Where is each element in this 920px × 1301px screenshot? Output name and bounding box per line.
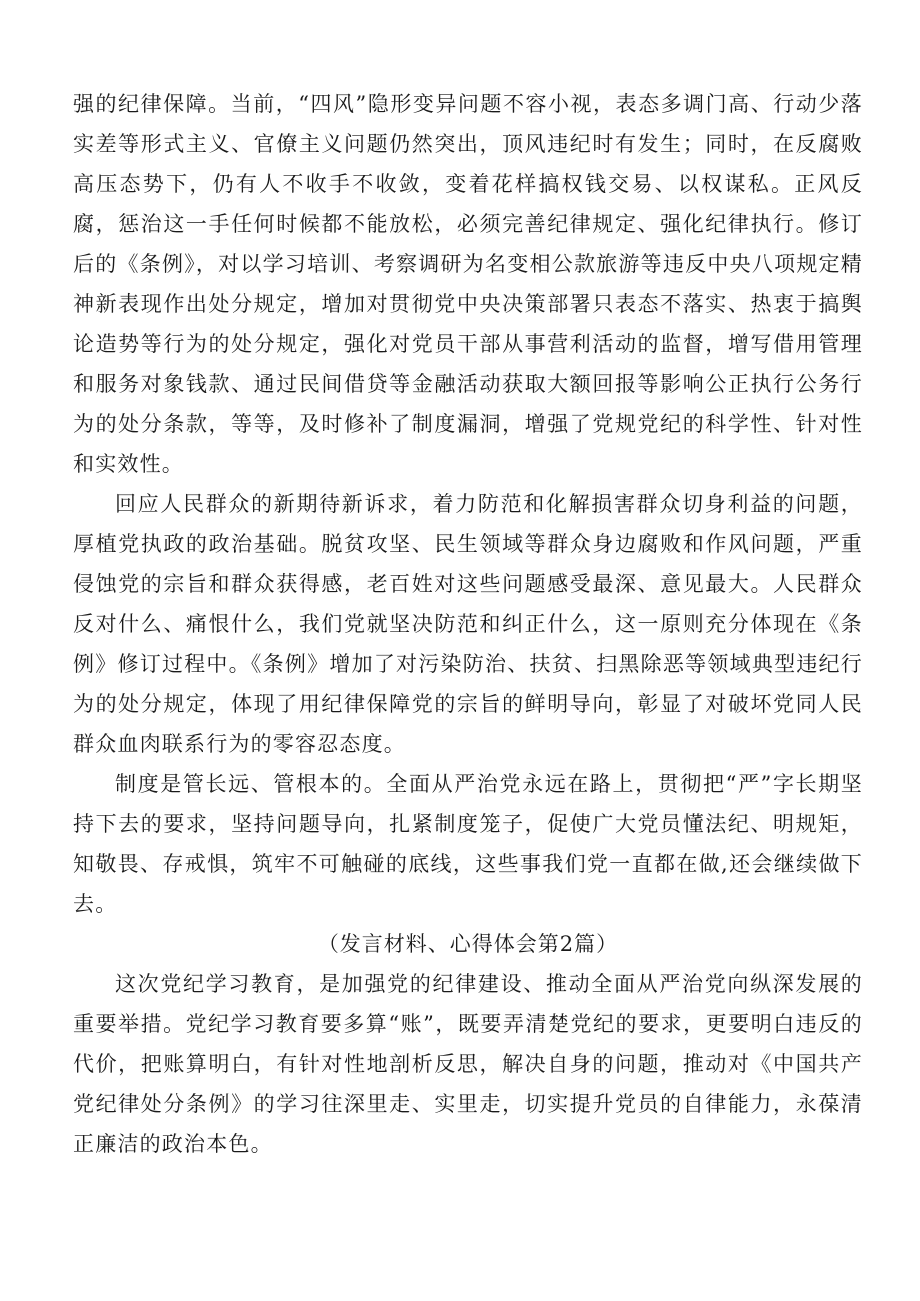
paragraph-discipline-education: 这次党纪学习教育，是加强党的纪律建设、推动全面从严治党向纵深发展的重要举措。党纪学习教育要多算“账”，既要弄清楚党纪的要求，更要明白违反的代价，把账算明白，有针对性地剖析反思，解决自身的问题，推动对《中国共产党纪律处分条例》的学习往深里走、实里走，切实提升党员的自律能力，永葆清正廉洁的政治本色。 [73, 972, 863, 1156]
document-body [73, 84, 863, 1164]
paragraph-institution: 制度是管长远、管根本的。全面从严治党永远在路上，贯彻把“严”字长期坚持下去的要求，坚持问题导向，扎紧制度笼子，促使广大党员懂法纪、明规矩，知敬畏、存戒惧，筑牢不可触碰的底线，这些事我们党一直都在做,还会继续做下去。 [73, 772, 863, 916]
paragraph-people-demands: 回应人民群众的新期待新诉求，着力防范和化解损害群众切身利益的问题，厚植党执政的政治基础。脱贫攻坚、民生领域等群众身边腐败和作风问题，严重侵蚀党的宗旨和群众获得感，老百姓对这些问题感受最深、意见最大。人民群众反对什么、痛恨什么，我们党就坚决防范和纠正什么，这一原则充分体现在《条例》修订过程中。《条例》增加了对污染防治、扶贫、扫黑除恶等领域典型违纪行为的处分规定，体现了用纪律保障党的宗旨的鲜明导向，彰显了对破坏党同人民群众血肉联系行为的零容忍态度。 [73, 492, 863, 756]
paragraph-continuation: 强的纪律保障。当前，“四风”隐形变异问题不容小视，表态多调门高、行动少落实差等形式主义、官僚主义问题仍然突出，顶风违纪时有发生；同时，在反腐败高压态势下，仍有人不收手不收敛，变着花样搞权钱交易、以权谋私。正风反腐，惩治这一手任何时候都不能放松，必须完善纪律规定、强化纪律执行。修订后的《条例》，对以学习培训、考察调研为名变相公款旅游等违反中央八项规定精神新表现作出处分规定，增加对贯彻党中央决策部署只表态不落实、热衷于搞舆论造势等行为的处分规定，强化对党员干部从事营利活动的监督，增写借用管理和服务对象钱款、通过民间借贷等金融活动获取大额回报等影响公正执行公务行为的处分条款，等等，及时修补了制度漏洞，增强了党规党纪的科学性、针对性和实效性。 [73, 92, 863, 476]
section-heading: （发言材料、心得体会第2篇） [317, 932, 619, 956]
